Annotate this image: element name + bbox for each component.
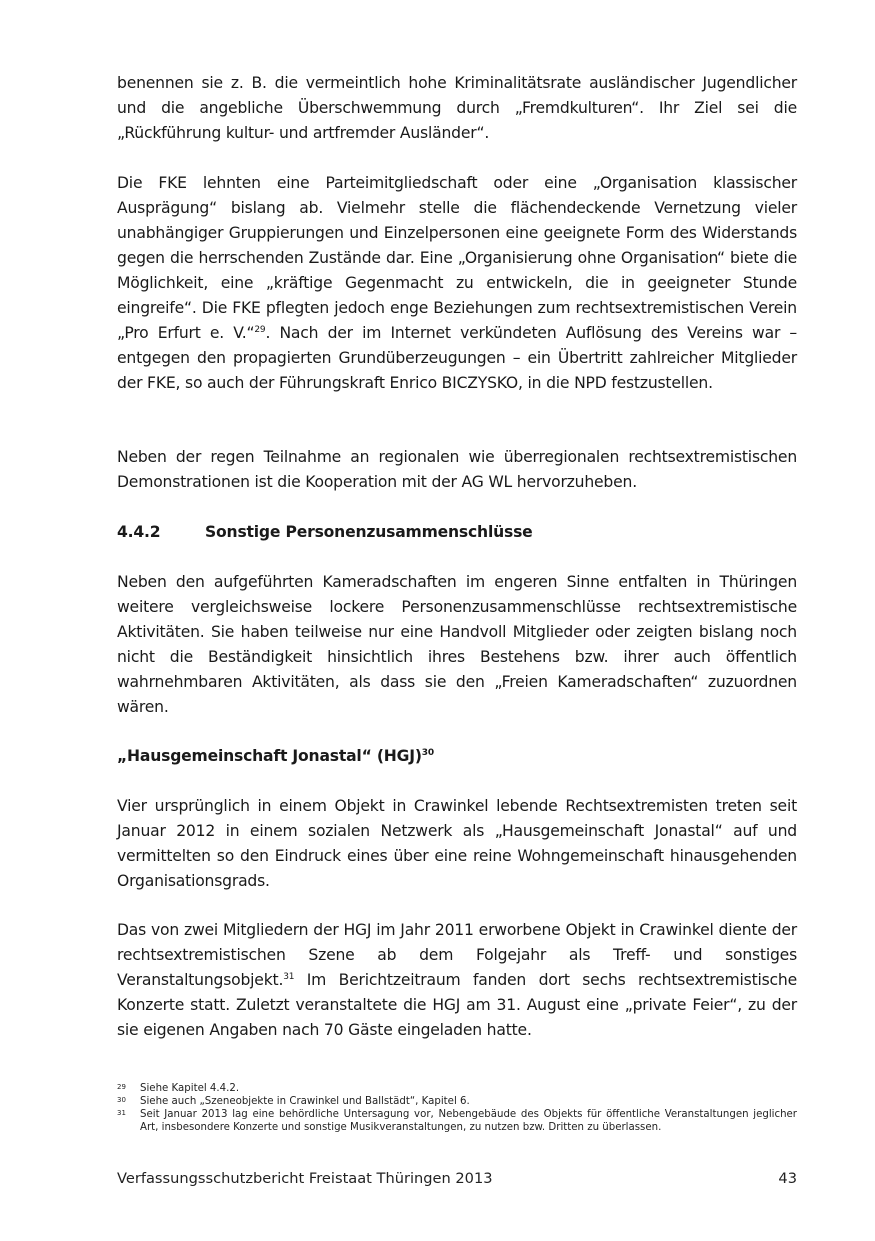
footnote-text: Siehe Kapitel 4.4.2. [140, 1083, 240, 1094]
subheading [117, 744, 797, 769]
footer-title: Verfassungsschutzbericht Freistaat Thüringen 2013 [117, 1170, 493, 1187]
section-title: Sonstige Personenzusammenschlüsse [205, 523, 533, 541]
page-number: 43 [778, 1170, 797, 1187]
section-heading [117, 520, 797, 545]
paragraph-6-part-a: Das von zwei Mitgliedern der HGJ im Jahr 2011 erworbene Objekt in Crawinkel diente der rechtsextremistischen Szene ab dem Folgejahr als Treff- und sonstiges Veranstaltungsobjekt. [117, 921, 797, 989]
paragraph-3: Neben der regen Teilnahme an regionalen wie überregionalen rechtsextremistischen Demonstrationen ist die Kooperation mit der AG WL hervorzuheben. [117, 448, 797, 491]
paragraph-4: Neben den aufgeführten Kameradschaften im engeren Sinne entfalten in Thüringen weitere vergleichsweise lockere Personenzusammenschlüsse rechtsextremistische Aktivitäten. Sie haben teilweise nur eine Handvoll Mitglieder oder zeigten bislang noch nicht die Beständigkeit hinsichtlich ihres Bestehens bzw. ihrer auch öffentlich wahrnehmbaren Aktivitäten, als dass sie den „Freien Kameradschaften“ zuzuordnen wären. [117, 573, 797, 716]
paragraph-2-part-b: . Nach der im Internet verkündeten Auflösung des Vereins war – entgegen den propagierten Grundüberzeugungen – ein Übertritt zahlreicher Mitglieder der FKE, so auch der Führungskraft Enrico BICZYSKO, in die NPD festzustellen. [117, 324, 798, 392]
paragraph-6 [117, 918, 797, 1043]
footnote-ref-30: 30 [421, 747, 434, 758]
footnote-31 [117, 1108, 797, 1134]
footnote-30 [117, 1095, 797, 1108]
footnote-29 [117, 1082, 797, 1095]
page-footer [117, 1168, 797, 1190]
footnote-ref-31: 31 [283, 971, 295, 982]
footnote-number: 29 [117, 1083, 126, 1091]
paragraph-6-part-b: Im Berichtzeitraum fanden dort sechs rechtsextremistische Konzerte statt. Zuletzt veranstaltete die HGJ am 31. August eine „private Feier“, zu der sie eigenen Angaben nach 70 Gäste eingeladen hatte. [117, 971, 797, 1039]
footnote-number: 31 [117, 1109, 126, 1117]
paragraph-2 [117, 171, 797, 396]
paragraph-5: Vier ursprünglich in einem Objekt in Crawinkel lebende Rechtsextremisten treten seit Januar 2012 in einem sozialen Netzwerk als „Hausgemeinschaft Jonastal“ auf und vermittelten so den Eindruck eines über eine reine Wohngemeinschaft hinausgehenden Organisationsgrads. [117, 797, 797, 890]
paragraph-2-part-a: Die FKE lehnten eine Parteimitgliedschaft oder eine „Organisation klassischer Ausprägung“ bislang ab. Vielmehr stelle die flächendeckende Vernetzung vieler unabhängiger Gruppierungen und Einzelpersonen eine geeignete Form des Widerstands gegen die herrschenden Zustände dar. Eine „Organisierung ohne Organisation“ biete die Möglichkeit, eine „kräftige Gegenmacht zu entwickeln, die in geeigneter Stunde eingreife“. Die FKE pflegten jedoch enge Beziehungen zum rechtsextremistischen Verein „Pro Erfurt e. V.“ [117, 174, 797, 342]
section-number: 4.4.2 [117, 523, 161, 541]
footnote-number: 30 [117, 1096, 126, 1104]
footnotes [117, 1082, 797, 1134]
footnote-ref-29: 29 [254, 324, 266, 335]
footnote-text: Seit Januar 2013 lag eine behördliche Untersagung vor, Nebengebäude des Objekts für öffentliche Veranstaltungen jeglicher Art, insbesondere Konzerte und sonstige Musikveranstaltungen, zu nutzen bzw. Dritten zu überlassen. [140, 1109, 797, 1133]
subheading-title: „Hausgemeinschaft Jonastal“ (HGJ) [117, 747, 422, 765]
footnote-text: Siehe auch „Szeneobjekte in Crawinkel und Ballstädt“, Kapitel 6. [140, 1096, 470, 1107]
paragraph-1: benennen sie z. B. die vermeintlich hohe Kriminalitätsrate ausländischer Jugendlicher und die angebliche Überschwemmung durch „Fremdkulturen“. Ihr Ziel sei die „Rückführung kultur- und artfremder Ausländer“. [117, 74, 797, 142]
